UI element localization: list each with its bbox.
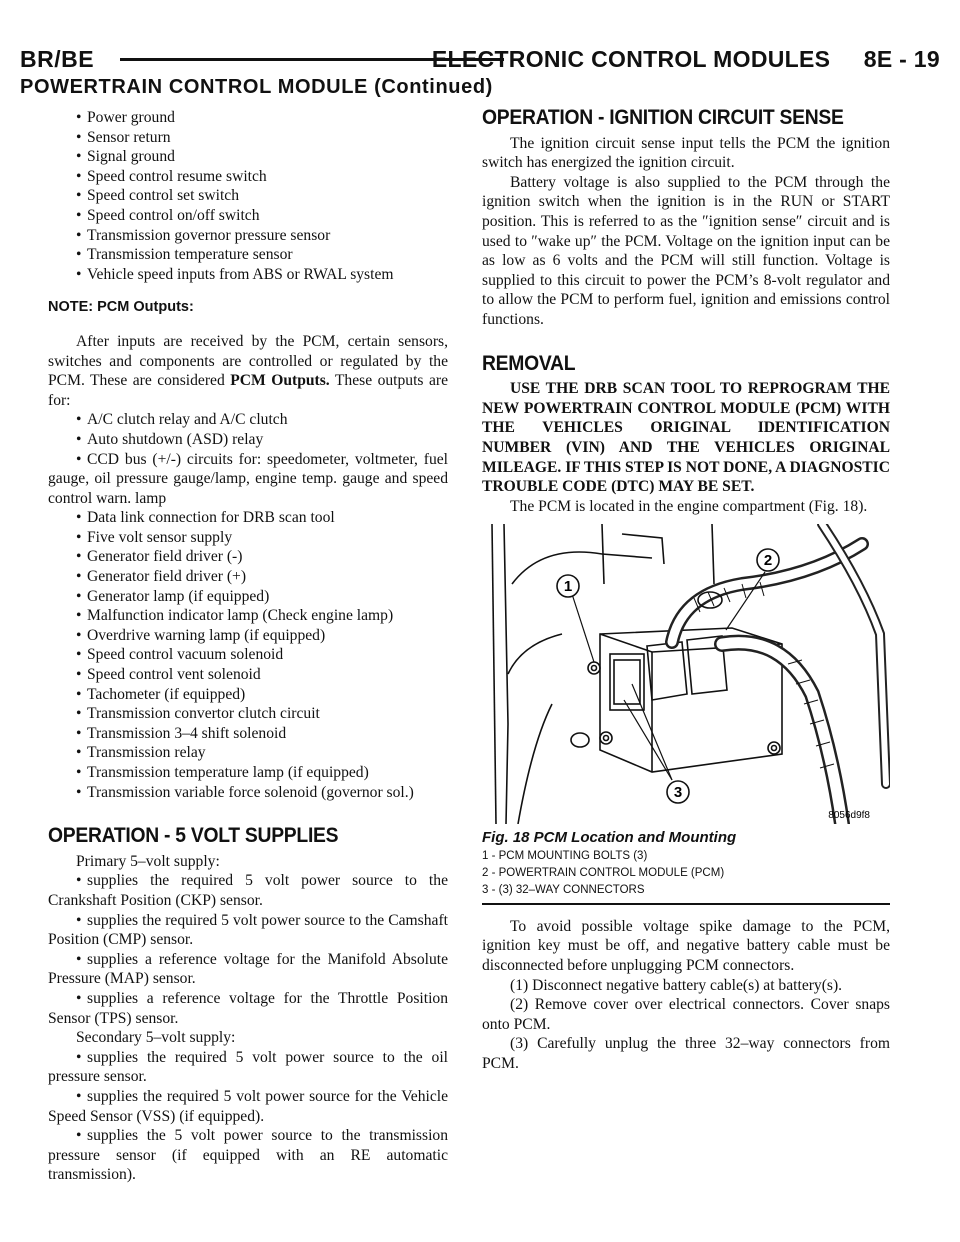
list-item: • supplies a reference voltage for the Throttle Position Sensor (TPS) sensor. <box>48 989 448 1027</box>
list-item: • supplies the required 5 volt power source to the Camshaft Position (CMP) sensor. <box>48 911 448 949</box>
ignition-paragraph-1: The ignition circuit sense input tells the PCM the ignition switch has energized the ignition circuit. <box>482 134 890 172</box>
list-item: • Speed control vacuum solenoid <box>76 646 284 664</box>
note-pcm-outputs: NOTE: PCM Outputs: <box>48 299 194 316</box>
list-item: • Speed control set switch <box>76 187 240 205</box>
section-continued-title: POWERTRAIN CONTROL MODULE (Continued) <box>20 76 493 98</box>
removal-warning: USE THE DRB SCAN TOOL TO REPROGRAM THE NEW POWERTRAIN CONTROL MODULE (PCM) WITH THE VEHICLES ORIGINAL IDENTIFICATION NUMBER (VIN) AND THE VEHICLES ORIGINAL MILEAGE. IF THIS STEP IS NOT DONE, A DIAGNOSTIC TROUBLE CODE (DTC) MAY BE SET. <box>482 380 890 496</box>
list-item: • Transmission temperature lamp (if equipped) <box>76 764 369 781</box>
list-item: • Vehicle speed inputs from ABS or RWAL system <box>76 265 394 283</box>
list-item: • Power ground <box>76 109 175 126</box>
figure-title: Fig. 18 PCM Location and Mounting <box>482 829 737 847</box>
list-item: • Auto shutdown (ASD) relay <box>76 430 264 448</box>
figure-18 <box>482 524 890 905</box>
removal-step-3: (3) Carefully unplug the three 32–way connectors from PCM. <box>482 1035 890 1073</box>
page-header <box>20 44 940 78</box>
legend-item: 2 - POWERTRAIN CONTROL MODULE (PCM) <box>482 866 725 879</box>
heading-ignition-circuit-sense: OPERATION - IGNITION CIRCUIT SENSE <box>482 106 844 129</box>
list-item: • Transmission temperature sensor <box>76 246 293 264</box>
list-item: • Signal ground <box>76 148 175 166</box>
heading-5-volt-supplies: OPERATION - 5 VOLT SUPPLIES <box>48 824 339 848</box>
list-item: • Five volt sensor supply <box>76 528 233 546</box>
list-item: • Malfunction indicator lamp (Check engine lamp) <box>76 607 394 625</box>
list-item: • Speed control resume switch <box>76 167 267 185</box>
list-item: • Sensor return <box>76 128 171 146</box>
figure-code: 8056d9f8 <box>828 810 870 822</box>
list-item: • supplies the required 5 volt power source to the oil pressure sensor. <box>48 1048 448 1086</box>
ignition-paragraph-2: Battery voltage is also supplied to the PCM through the ignition switch when the ignition is in the RUN or START position. This is referred to as the ″ignition sense″ circuit and is used to ″wake up″ the PCM. Voltage on the ignition input can be as low as 6 volts and the PCM will still function. Voltage is supplied to this circuit to power the PCM’s 8-volt regulator and to allow the PCM to perform fuel, ignition and emissions control functions. <box>482 173 890 328</box>
callout-1: 1 <box>563 578 573 596</box>
list-item: • Transmission governor pressure sensor <box>76 226 331 244</box>
list-item: • supplies the 5 volt power source to the transmission pressure sensor (if equipped with an RE automatic transmission). <box>48 1127 448 1184</box>
list-item: • Generator lamp (if equipped) <box>76 587 270 605</box>
list-item: • Transmission variable force solenoid (governor sol.) <box>76 783 414 801</box>
list-item: • Generator field driver (+) <box>76 568 247 586</box>
removal-step-1: (1) Disconnect negative battery cable(s) at battery(s). <box>510 976 843 994</box>
list-item: • A/C clutch relay and A/C clutch <box>76 411 288 429</box>
primary-supply-label: Primary 5–volt supply: <box>76 852 220 870</box>
pcm-location-illustration <box>482 524 890 824</box>
heading-removal: REMOVAL <box>482 351 576 375</box>
list-item: • Speed control vent solenoid <box>76 666 261 684</box>
list-item: • Speed control on/off switch <box>76 206 260 224</box>
removal-paragraph-2: To avoid possible voltage spike damage to the PCM, ignition key must be off, and negative battery cable must be disconnected before unplugging PCM connectors. <box>482 917 890 975</box>
list-item: • supplies the required 5 volt power source to the Crankshaft Position (CKP) sensor. <box>48 872 448 909</box>
list-item: • Overdrive warning lamp (if equipped) <box>76 626 326 644</box>
removal-step-2: (2) Remove cover over electrical connectors. Cover snaps onto PCM. <box>482 996 890 1033</box>
left-column <box>48 108 448 1185</box>
list-item: • Transmission relay <box>76 744 206 762</box>
legend-item: 3 - (3) 32–WAY CONNECTORS <box>482 883 645 896</box>
legend-item: 1 - PCM MOUNTING BOLTS (3) <box>482 849 648 862</box>
callout-3: 3 <box>673 784 683 802</box>
list-item: • supplies the required 5 volt power source for the Vehicle Speed Sensor (VSS) (if equipped). <box>48 1087 448 1125</box>
list-item: • Generator field driver (-) <box>76 548 243 566</box>
chapter-title-page-number: ELECTRONIC CONTROL MODULES 8E - 19 <box>431 46 940 72</box>
list-item: • CCD bus (+/-) circuits for: speedometer, voltmeter, fuel gauge, oil pressure gauge/lamp, engine temp. gauge and speed control warn. lamp <box>48 450 448 507</box>
figure-legend <box>482 848 890 899</box>
outputs-intro: After inputs are received by the PCM, certain sensors, switches and components are controlled or regulated by the PCM. These are considered PCM Outputs. These outputs are for: <box>48 332 448 409</box>
list-item: • Transmission convertor clutch circuit <box>76 705 320 723</box>
removal-paragraph-1: The PCM is located in the engine compartment (Fig. 18). <box>510 497 868 515</box>
callout-2: 2 <box>763 552 773 570</box>
list-item: • supplies a reference voltage for the Manifold Absolute Pressure (MAP) sensor. <box>48 950 448 988</box>
secondary-supply-label: Secondary 5–volt supply: <box>76 1029 236 1047</box>
right-column <box>482 108 890 1074</box>
outputs-list <box>48 410 448 802</box>
model-code: BR/BE <box>20 46 95 72</box>
list-item: • Transmission 3–4 shift solenoid <box>76 724 287 742</box>
list-item: • Data link connection for DRB scan tool <box>76 509 335 527</box>
inputs-list <box>48 108 448 284</box>
list-item: • Tachometer (if equipped) <box>76 685 246 703</box>
